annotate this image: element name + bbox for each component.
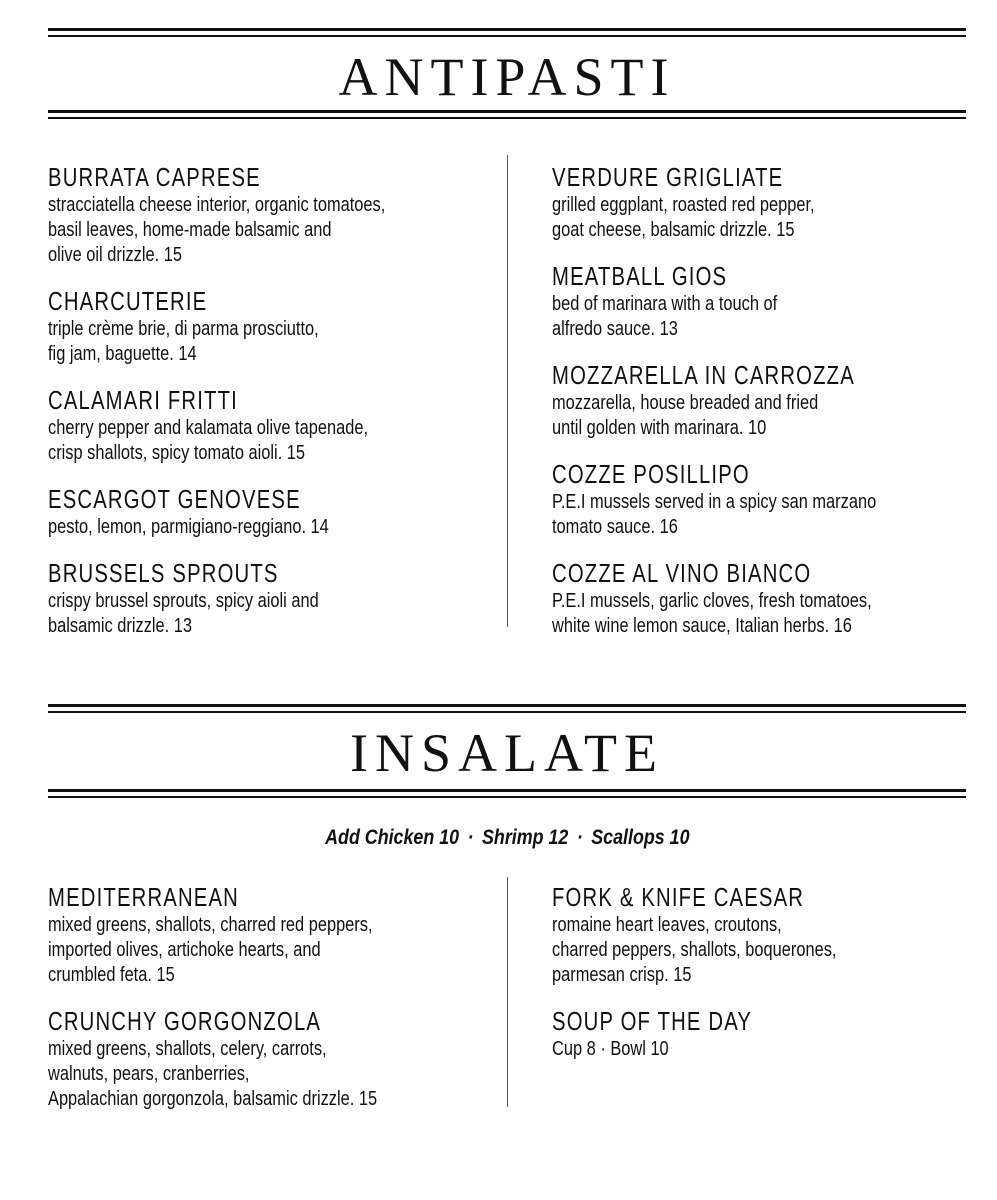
item-description-line: Cup 8 · Bowl 10 (552, 1038, 669, 1060)
menu-item (48, 286, 459, 367)
item-description-line: pesto, lemon, parmigiano-reggiano. 14 (48, 516, 329, 538)
item-description-line: until golden with marinara. 10 (552, 417, 767, 439)
menu-item (552, 1006, 899, 1062)
insalate-bottom-rule (48, 789, 966, 798)
item-description-line: Appalachian gorgonzola, balsamic drizzle. 15 (48, 1088, 378, 1110)
item-description-line: imported olives, artichoke hearts, and (48, 939, 321, 961)
item-description-line: triple crème brie, di parma prosciutto, (48, 318, 319, 340)
addon-chicken: Add Chicken 10 (324, 826, 459, 849)
item-description-line: olive oil drizzle. 15 (48, 244, 183, 266)
insalate-title: INSALATE (350, 723, 664, 783)
insalate-top-rule (48, 704, 966, 713)
item-description-line: mixed greens, shallots, charred red peppers, (48, 914, 373, 936)
item-description-line: cherry pepper and kalamata olive tapenade, (48, 417, 369, 439)
insalate-right-column (552, 882, 899, 1080)
item-description-line: white wine lemon sauce, Italian herbs. 16 (552, 615, 852, 637)
item-name: BRUSSELS SPROUTS (48, 558, 279, 588)
item-name: SOUP OF THE DAY (552, 1006, 753, 1036)
item-description-line: stracciatella cheese interior, organic tomatoes, (48, 194, 386, 216)
item-description-line: mixed greens, shallots, celery, carrots, (48, 1038, 327, 1060)
antipasti-bottom-rule (48, 110, 966, 119)
item-name: COZZE POSILLIPO (552, 459, 750, 489)
menu-item (48, 162, 459, 268)
item-description-line: romaine heart leaves, croutons, (552, 914, 782, 936)
menu-item (552, 360, 947, 441)
item-description-line: alfredo sauce. 13 (552, 318, 678, 340)
item-description-line: P.E.I mussels, garlic cloves, fresh tomatoes, (552, 590, 872, 612)
item-description-line: P.E.I mussels served in a spicy san marzano (552, 491, 877, 513)
item-description-line: walnuts, pears, cranberries, (48, 1063, 250, 1085)
item-description-line: balsamic drizzle. 13 (48, 615, 193, 637)
menu-item (48, 882, 449, 988)
item-description-line: tomato sauce. 16 (552, 516, 678, 538)
item-name: CHARCUTERIE (48, 286, 208, 316)
menu-item (552, 459, 947, 540)
menu-item (552, 162, 947, 243)
insalate-left-column (48, 882, 449, 1130)
item-description-line: grilled eggplant, roasted red pepper, (552, 194, 815, 216)
item-description-line: crispy brussel sprouts, spicy aioli and (48, 590, 319, 612)
item-name: FORK & KNIFE CAESAR (552, 882, 805, 912)
antipasti-column-divider (507, 155, 508, 627)
antipasti-title: ANTIPASTI (338, 47, 676, 107)
item-name: VERDURE GRIGLIATE (552, 162, 784, 192)
item-description-line: charred peppers, shallots, boquerones, (552, 939, 837, 961)
insalate-column-divider (507, 877, 508, 1107)
item-description-line: basil leaves, home-made balsamic and (48, 219, 332, 241)
item-name: COZZE AL VINO BIANCO (552, 558, 812, 588)
menu-item (48, 484, 459, 540)
item-name: BURRATA CAPRESE (48, 162, 261, 192)
item-name: CRUNCHY GORGONZOLA (48, 1006, 322, 1036)
menu-item (48, 558, 459, 639)
menu-item (552, 558, 947, 639)
item-name: MEDITERRANEAN (48, 882, 239, 912)
menu-item (48, 385, 459, 466)
item-description-line: crisp shallots, spicy tomato aioli. 15 (48, 442, 306, 464)
menu-item (552, 261, 947, 342)
item-description-line: parmesan crisp. 15 (552, 964, 692, 986)
menu-item (552, 882, 899, 988)
menu-item (48, 1006, 449, 1112)
item-name: MEATBALL GIOS (552, 261, 728, 291)
separator-dot: · (467, 826, 474, 849)
item-name: CALAMARI FRITTI (48, 385, 238, 415)
item-description-line: mozzarella, house breaded and fried (552, 392, 819, 414)
item-name: MOZZARELLA IN CARROZZA (552, 360, 855, 390)
item-name: ESCARGOT GENOVESE (48, 484, 301, 514)
item-description-line: bed of marinara with a touch of (552, 293, 778, 315)
addon-shrimp: Shrimp 12 (481, 826, 569, 849)
addon-scallops: Scallops 10 (590, 826, 690, 849)
item-description-line: goat cheese, balsamic drizzle. 15 (552, 219, 795, 241)
item-description-line: crumbled feta. 15 (48, 964, 175, 986)
item-description-line: fig jam, baguette. 14 (48, 343, 197, 365)
separator-dot: · (576, 826, 583, 849)
antipasti-right-column (552, 162, 947, 657)
antipasti-top-rule (48, 28, 966, 37)
protein-addons (48, 826, 966, 850)
antipasti-left-column (48, 162, 459, 657)
